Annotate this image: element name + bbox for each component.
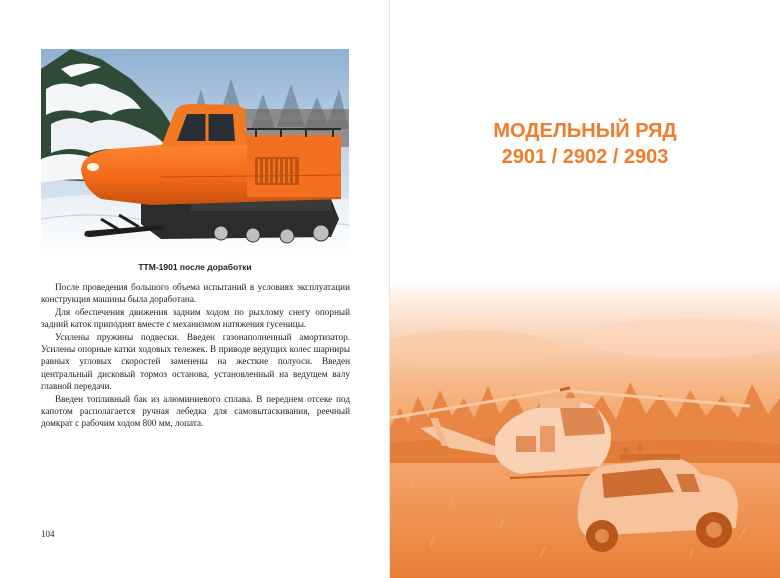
snowmobile-photo [41, 49, 349, 255]
helicopter-duotone-photo [390, 278, 780, 578]
paragraph: Усилены пружины подвески. Введен газонаполненный амортизатор. Усилены опорные катки ходовых тележек. В приводе ведущих колес шарниры равных угловых скоростей заменены на жесткие полуоси. Введен центральный дисковый тормоз останова, установленный на ведущем валу главной передачи. [41, 331, 350, 392]
snowmobile-photo-illustration [41, 49, 349, 255]
chapter-title-line: 2901 / 2902 / 2903 [501, 146, 669, 168]
helicopter-duotone-illustration [390, 278, 780, 578]
right-page [390, 0, 780, 578]
paragraph: После проведения большого объема испытаний в условиях эксплуатации конструкция машины была доработана. [41, 282, 350, 305]
body-text [41, 281, 350, 430]
page-number: 104 [41, 529, 55, 539]
chapter-title-line: МОДЕЛЬНЫЙ РЯД [493, 120, 677, 142]
paragraph: Введен топливный бак из алюминиевого сплава. В переднем отсеке под капотом располагается ручная лебедка для самовытаскивания, реечный домкрат с рабочим ходом 800 мм, лопата. [41, 393, 350, 429]
chapter-title [390, 118, 780, 170]
paragraph: Для обеспечения движения задним ходом по рыхлому снегу опорный задний каток приподнят вместе с механизмом натяжения гусеницы. [41, 306, 350, 330]
photo-caption: ТТМ-1901 после доработки [138, 262, 252, 272]
